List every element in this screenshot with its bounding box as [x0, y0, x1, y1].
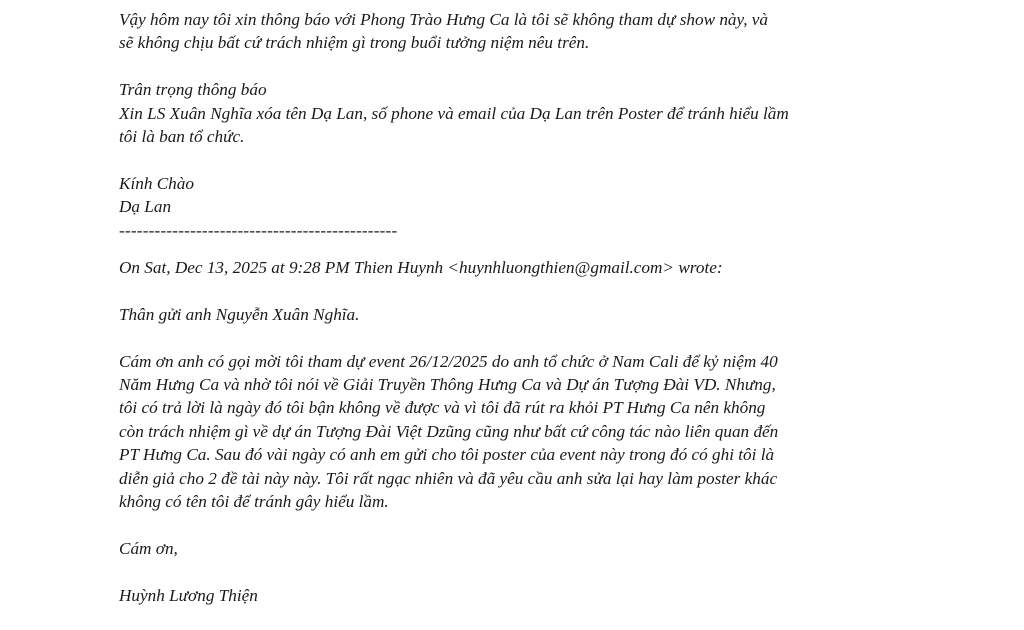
- notice-line: Vậy hôm nay tôi xin thông báo với Phong Trào Hưng Ca là tôi sẽ không tham dự show này, và: [119, 10, 769, 29]
- regards-line: Trân trọng thông báo: [119, 80, 267, 100]
- notice-paragraph: [119, 8, 919, 55]
- quoted-body-line: Năm Hưng Ca và nhờ tôi nói về Giải Truyền Thông Hưng Ca và Dự án Tượng Đài VD. Nhưng,: [119, 375, 776, 395]
- quote-header-block: [119, 256, 919, 279]
- sender-signature: Dạ Lan: [119, 197, 172, 217]
- quote-header: On Sat, Dec 13, 2025 at 9:28 PM Thien Huynh <huynhluongthien@gmail.com> wrote:: [119, 258, 723, 278]
- quoted-signature-block: [119, 584, 919, 607]
- request-line: tôi là ban tổ chức.: [119, 127, 245, 147]
- quoted-greeting: Thân gửi anh Nguyễn Xuân Nghĩa.: [119, 304, 360, 324]
- quoted-body-line: còn trách nhiệm gì về dự án Tượng Đài Việt Dzũng cũng như bất cứ công tác nào liên quan đến: [119, 421, 779, 441]
- divider-line: -----------------------------------------------: [119, 220, 398, 240]
- closing-text: Kính Chào: [119, 173, 194, 193]
- request-line: Xin LS Xuân Nghĩa xóa tên Dạ Lan, số phone và email của Dạ Lan trên Poster để tránh hiểu lầm: [119, 103, 789, 123]
- quoted-body-line: Cám ơn anh có gọi mời tôi tham dự event 26/12/2025 do anh tổ chức ở Nam Cali để kỷ niệm 40: [119, 351, 778, 371]
- quoted-thanks: Cám ơn,: [119, 538, 178, 558]
- quoted-body-line: diễn giả cho 2 đề tài này này. Tôi rất ngạc nhiên và đã yêu cầu anh sửa lại hay làm poster khác: [119, 468, 778, 488]
- notice-line: sẽ không chịu bất cứ trách nhiệm gì trong buổi tưởng niệm nêu trên.: [119, 33, 590, 53]
- quoted-signature: Huỳnh Lương Thiện: [119, 585, 258, 605]
- email-document: [119, 8, 919, 630]
- request-paragraph: [119, 78, 919, 148]
- quoted-body-line: PT Hưng Ca. Sau đó vài ngày có anh em gửi cho tôi poster của event này trong đó có ghi tôi là: [119, 445, 775, 465]
- quoted-body-line: không có tên tôi để tránh gây hiểu lầm.: [119, 492, 389, 512]
- closing-block: [119, 172, 919, 242]
- quoted-body-line: tôi có trả lời là ngày đó tôi bận không về được và vì tôi đã rút ra khỏi PT Hưng Ca nên không: [119, 398, 766, 418]
- quoted-body: [119, 350, 919, 514]
- quoted-thanks-block: [119, 537, 919, 560]
- quoted-greeting-block: [119, 303, 919, 326]
